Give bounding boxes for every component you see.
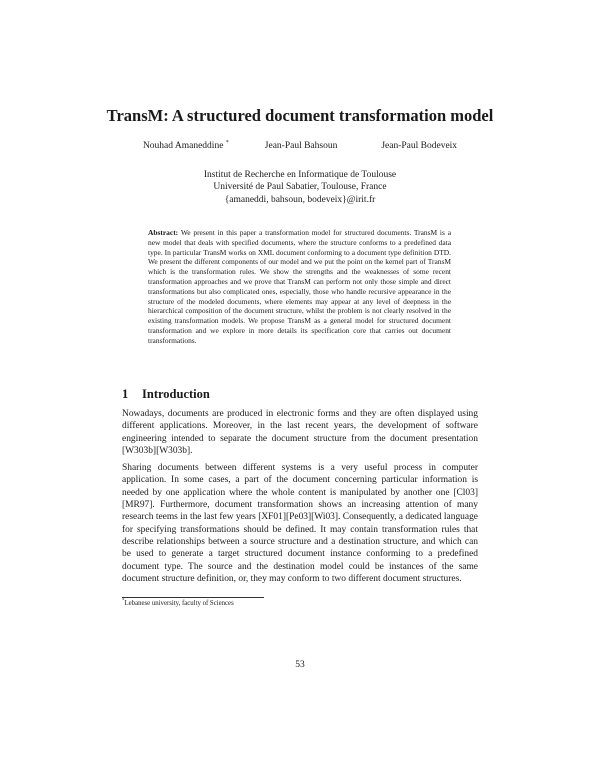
author-list — [0, 141, 600, 151]
footnote — [122, 600, 234, 607]
author-1 — [143, 141, 229, 151]
section-title: Introduction — [142, 387, 210, 401]
footnote-marker: * — [225, 139, 229, 146]
abstract — [148, 228, 451, 346]
section-number: 1 — [122, 387, 129, 401]
section-heading — [122, 387, 210, 402]
footnote-divider — [122, 597, 264, 598]
page-number: 53 — [295, 660, 305, 670]
paragraph-1: Nowadays, documents are produced in electronic forms and they are often displayed using different applications. Moreover, in the last recent years, the development of software engineering intended to separate the document structure from the document presentation [W303b][W303b]. — [122, 409, 478, 457]
affiliation-university: Université de Paul Sabatier, Toulouse, France — [213, 182, 387, 193]
affiliation-emails: {amaneddi, bahsoun, bodeveix}@irit.fr — [224, 194, 376, 205]
footnote-mark: * — [122, 598, 125, 604]
abstract-text: We present in this paper a transformation model for structured documents. TransM is a new model that deals with specified documents, where the structure conforms to a predefined data type. In particular TransM works on XML document conforming to a document type definition DTD. We present the different components of our model and we put the point on the kernel part of TransM which is the transformation rules. We show the strengths and the weaknesses of some recent transformation approaches and we prove that TransM can perform not only those simple and direct transformations but also complicated ones, especially, those who handle recursive appearance in the structure of the modeled documents, where elements may appear at any level of deepness in the hierarchical composition of the document structure, whilst the problem is not clearly resolved in the existing transformation models. We propose TransM as a general model for structured document transformation and we explore in more details its specification core that carries out document transformations. — [148, 228, 451, 345]
affiliation-block — [0, 169, 600, 206]
author-name: Nouhad Amaneddine — [142, 141, 224, 151]
affiliation-institute: Institut de Recherche en Informatique de Toulouse — [203, 170, 397, 180]
paper-title: TransM: A structured document transformation model — [106, 106, 494, 125]
abstract-label: Abstract: — [148, 228, 179, 237]
author-3: Jean-Paul Bodeveix — [381, 141, 458, 151]
footnote-text: Lebanese university, faculty of Sciences — [124, 600, 234, 607]
author-2: Jean-Paul Bahsoun — [264, 141, 338, 151]
paragraph-2: Sharing documents between different systems is a very useful process in computer application. In some cases, a part of the document concerning particular information is needed by one application where the whole content is manipulated by another one [Cl03][MR97]. Furthermore, document transformation shows an increasing attention of many research teems in the last few years [XF01][Pe03][Wi03]. Consequently, a dedicated language for specifying transformations should be defined. It may contain transformation rules that describe relationships between a source structure and a destination structure, and which can be used to generate a target structured document instance conforming to a predefined document type. The source and the destination model could be instances of the same document structure definition, or, they may conform to two different document structures. — [122, 463, 478, 585]
